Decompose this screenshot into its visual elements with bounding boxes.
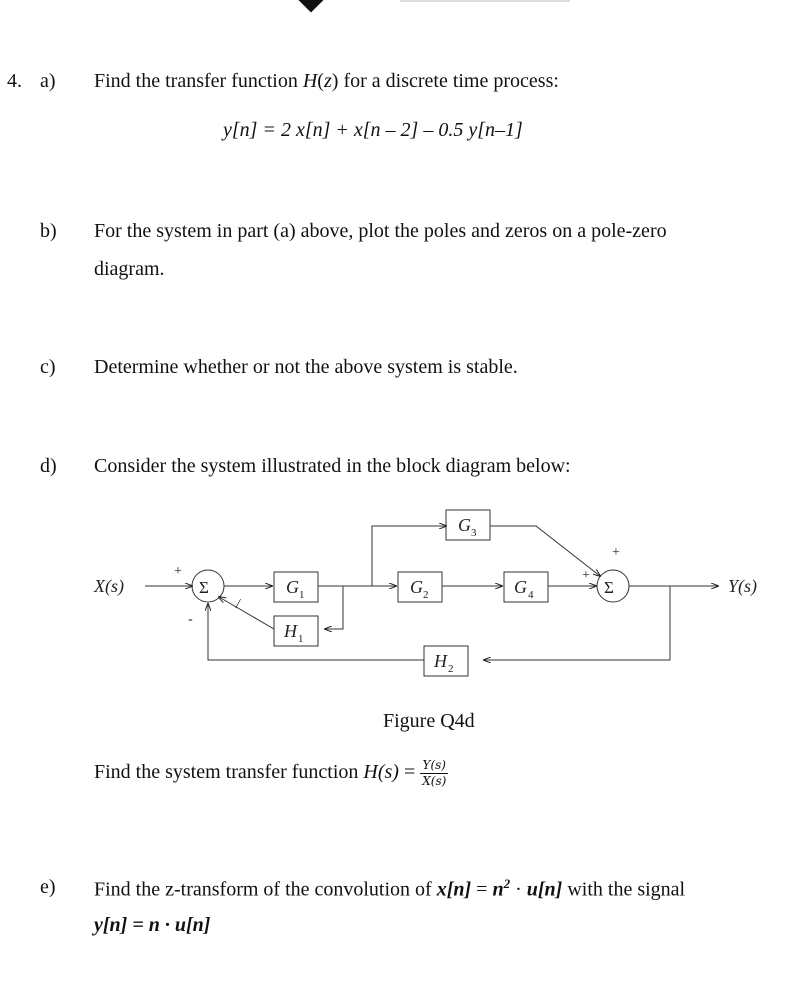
- output-label: Y(s): [728, 576, 758, 596]
- h1-feedback-in: [325, 586, 343, 629]
- sum1-minus-sign: -: [188, 612, 193, 627]
- block-diagram: [0, 490, 791, 690]
- part-d-text: Consider the system illustrated in the block diagram below:: [94, 455, 571, 477]
- sum2-plus-left: +: [582, 568, 590, 583]
- h1-label: H: [284, 621, 297, 641]
- part-c-text: Determine whether or not the above system is stable.: [94, 356, 518, 378]
- part-d-label: d): [40, 455, 57, 477]
- g3-subscript: 3: [471, 527, 477, 539]
- h2-to-sum1-line: [208, 604, 424, 660]
- question-number: 4.: [7, 70, 22, 92]
- part-a-text: Find the transfer function H(z) for a discrete time process:: [94, 70, 559, 92]
- h1-subscript: 1: [298, 633, 304, 645]
- part-e-line2: y[n] = n · u[n]: [94, 914, 211, 936]
- g1-label: G: [286, 577, 299, 597]
- part-e-label: e): [40, 876, 56, 898]
- h2-feedback-in: [484, 586, 670, 660]
- sum2-plus-top: +: [612, 545, 620, 560]
- part-b-line1: For the system in part (a) above, plot the poles and zeros on a pole-zero: [94, 220, 667, 242]
- top-crop-artifact: [295, 0, 326, 13]
- g2-subscript: 2: [423, 589, 429, 601]
- sum1-plus-sign: +: [174, 564, 182, 579]
- g2-label: G: [410, 577, 423, 597]
- part-b-label: b): [40, 220, 57, 242]
- sum1-slash-mark: /: [236, 597, 240, 612]
- part-b-line2: diagram.: [94, 258, 165, 280]
- g4-label: G: [514, 577, 527, 597]
- part-c-label: c): [40, 356, 56, 378]
- g1-subscript: 1: [299, 589, 305, 601]
- g3-feedforward-in: [372, 526, 446, 586]
- g3-label: G: [458, 515, 471, 535]
- h2-subscript: 2: [448, 663, 454, 675]
- sum1-symbol: Σ: [199, 578, 209, 597]
- input-label: X(s): [94, 576, 124, 596]
- figure-caption: Figure Q4d: [383, 710, 475, 732]
- transfer-fraction: $\frac{Y(s)}{X(s)}$: [422, 758, 447, 788]
- part-a-label: a): [40, 70, 56, 92]
- sum2-symbol: Σ: [604, 578, 614, 597]
- part-e-line1: Find the z-transform of the convolution of $x[n] = n^2 \cdot u[n]$ with the signal: [94, 876, 686, 901]
- h2-label: H: [434, 651, 447, 671]
- h1-to-sum1-line: [219, 597, 274, 629]
- top-crop-line: [400, 0, 570, 2]
- part-a-equation: y[n] = 2 x[n] + x[n – 2] – 0.5 y[n–1]: [223, 119, 523, 141]
- part-d-find: Find the system transfer function H(s) = $\frac{Y(s)}{X(s)}$: [94, 758, 447, 788]
- g4-subscript: 4: [528, 589, 534, 601]
